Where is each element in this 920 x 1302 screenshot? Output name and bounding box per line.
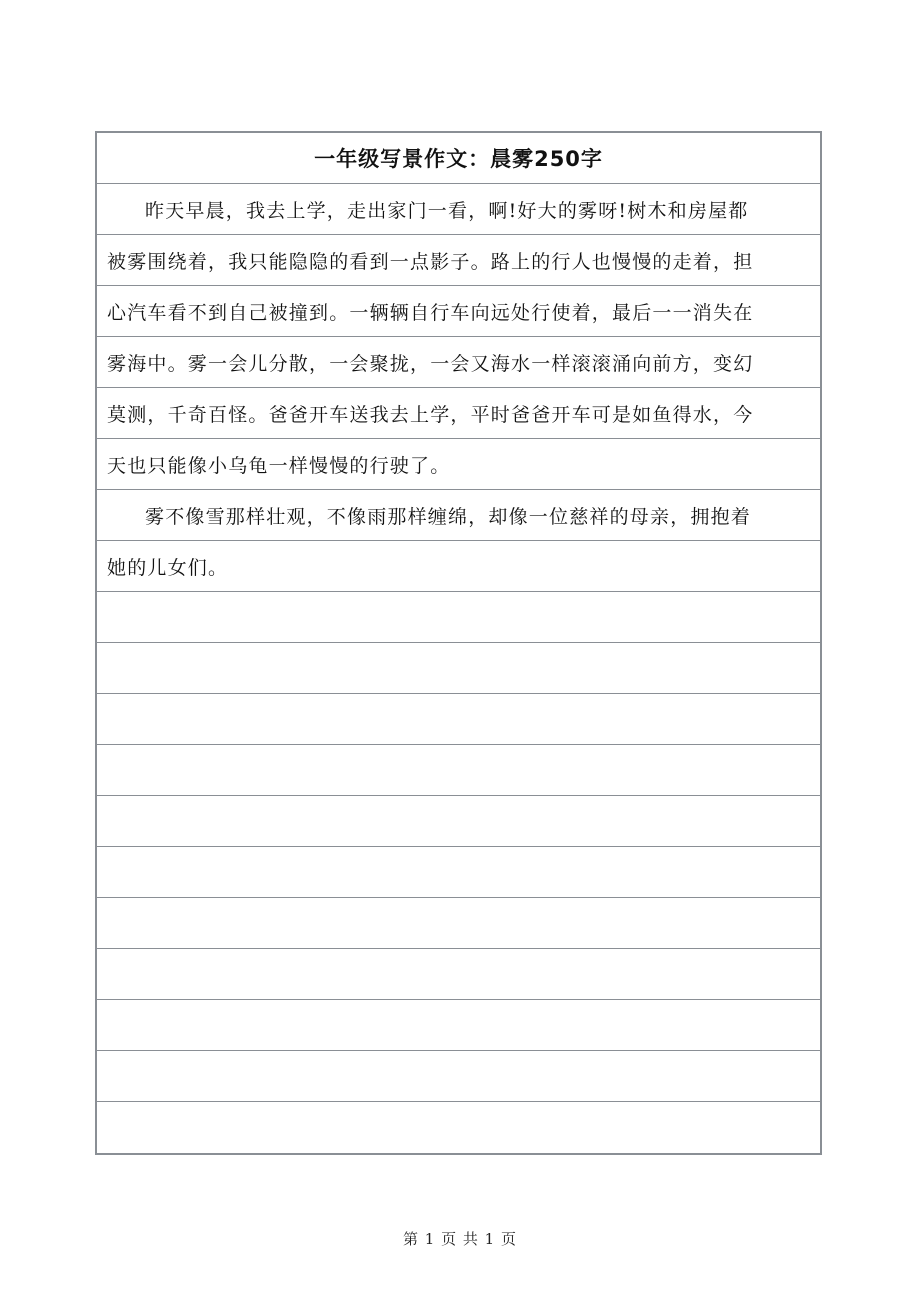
blank-line (97, 796, 820, 847)
essay-line: 雾不像雪那样壮观，不像雨那样缠绵，却像一位慈祥的母亲，拥抱着 (97, 490, 820, 541)
essay-line: 被雾围绕着，我只能隐隐的看到一点影子。路上的行人也慢慢的走着，担 (97, 235, 820, 286)
essay-line: 心汽车看不到自己被撞到。一辆辆自行车向远处行使着，最后一一消失在 (97, 286, 820, 337)
blank-line (97, 949, 820, 1000)
blank-line (97, 1000, 820, 1051)
essay-line: 昨天早晨，我去上学，走出家门一看，啊!好大的雾呀!树木和房屋都 (97, 184, 820, 235)
blank-line (97, 643, 820, 694)
blank-line (97, 847, 820, 898)
essay-title: 一年级写景作文：晨雾250字 (97, 133, 820, 184)
blank-line (97, 1102, 820, 1153)
essay-line: 雾海中。雾一会儿分散，一会聚拢，一会又海水一样滚滚涌向前方，变幻 (97, 337, 820, 388)
essay-sheet (95, 131, 822, 1155)
blank-line (97, 592, 820, 643)
page-footer: 第 1 页 共 1 页 (403, 1230, 517, 1248)
essay-line: 天也只能像小乌龟一样慢慢的行驶了。 (97, 439, 820, 490)
blank-line (97, 694, 820, 745)
blank-line (97, 1051, 820, 1102)
essay-line: 莫测，千奇百怪。爸爸开车送我去上学，平时爸爸开车可是如鱼得水，今 (97, 388, 820, 439)
blank-line (97, 898, 820, 949)
essay-line: 她的儿女们。 (97, 541, 820, 592)
blank-line (97, 745, 820, 796)
